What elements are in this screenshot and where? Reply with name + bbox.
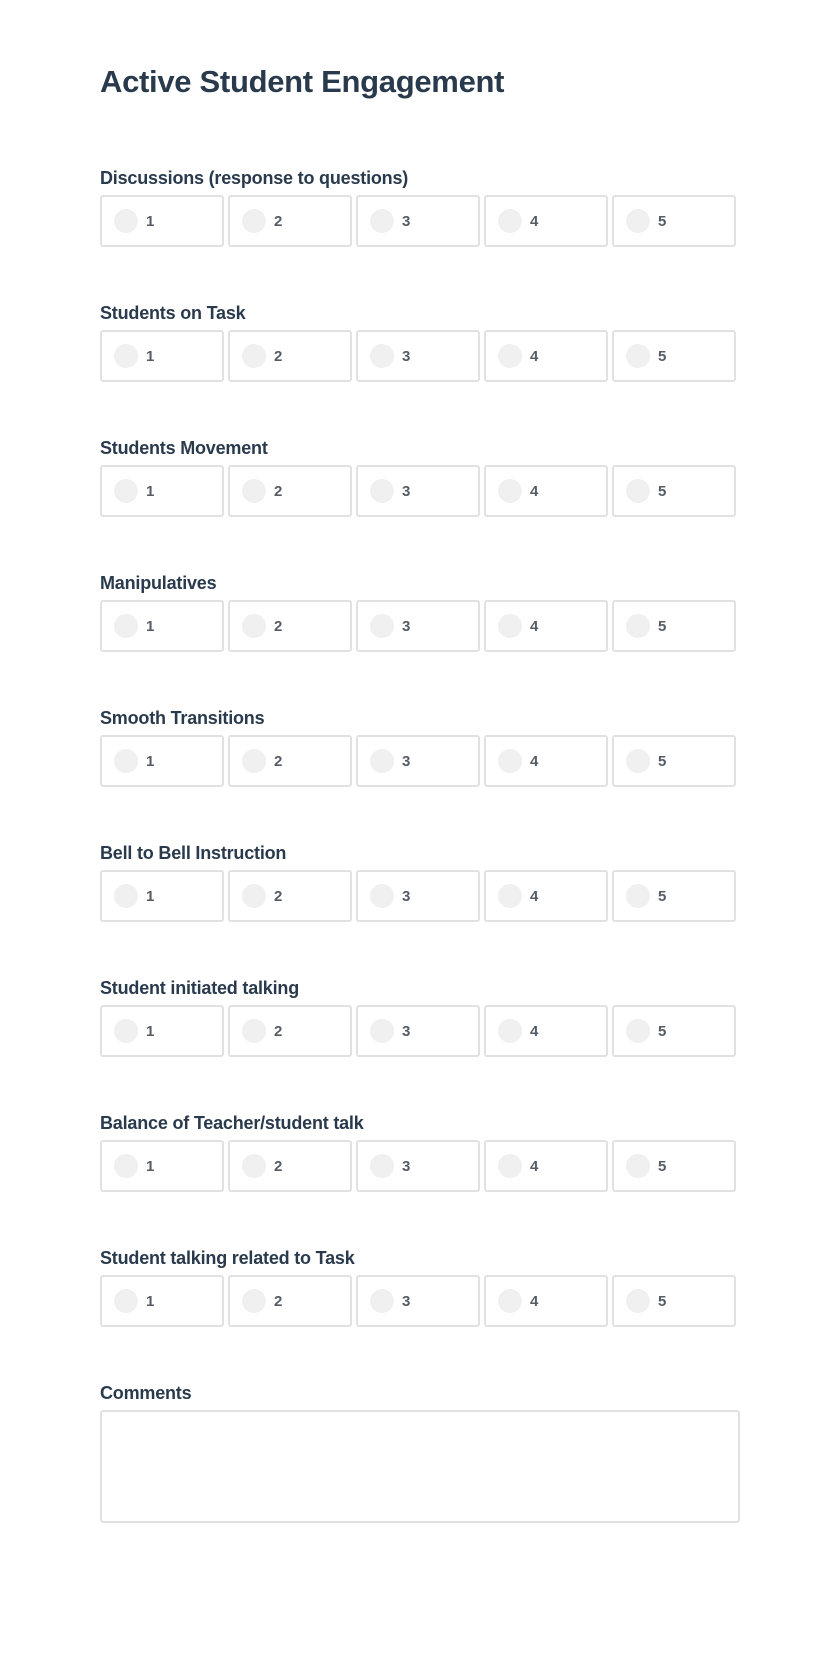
option-label: 3 [402,347,411,365]
rating-option-5[interactable] [612,1275,736,1327]
radio-icon[interactable] [626,344,650,368]
rating-option-2[interactable] [228,735,352,787]
radio-icon[interactable] [626,1154,650,1178]
radio-icon[interactable] [370,209,394,233]
radio-icon[interactable] [626,1289,650,1313]
option-label: 2 [274,1022,283,1040]
radio-icon[interactable] [498,1154,522,1178]
option-label: 1 [146,212,155,230]
rating-option-4[interactable] [484,330,608,382]
option-label: 5 [658,347,667,365]
option-label: 2 [274,752,283,770]
rating-option-4[interactable] [484,465,608,517]
option-label: 3 [402,1292,411,1310]
question-talking-related-to-task [100,1245,740,1380]
option-label: 3 [402,887,411,905]
rating-option-4[interactable] [484,1005,608,1057]
comments-section [100,1380,740,1523]
radio-icon[interactable] [370,614,394,638]
rating-option-5[interactable] [612,735,736,787]
rating-option-1[interactable] [100,735,224,787]
rating-option-1[interactable] [100,330,224,382]
rating-option-5[interactable] [612,330,736,382]
rating-option-3[interactable] [356,1140,480,1192]
rating-option-3[interactable] [356,1275,480,1327]
rating-form [100,60,740,1523]
option-label: 3 [402,752,411,770]
radio-icon[interactable] [626,209,650,233]
rating-option-1[interactable] [100,1140,224,1192]
rating-options [100,1140,740,1192]
rating-option-2[interactable] [228,1005,352,1057]
rating-option-1[interactable] [100,600,224,652]
option-label: 5 [658,752,667,770]
option-label: 3 [402,1022,411,1040]
question-list [100,165,740,1523]
radio-icon[interactable] [498,344,522,368]
radio-icon[interactable] [498,1019,522,1043]
rating-option-4[interactable] [484,870,608,922]
radio-icon[interactable] [498,1289,522,1313]
radio-icon[interactable] [114,749,138,773]
radio-icon[interactable] [114,344,138,368]
rating-option-1[interactable] [100,1275,224,1327]
option-label: 4 [530,752,539,770]
rating-option-4[interactable] [484,1140,608,1192]
rating-option-1[interactable] [100,1005,224,1057]
radio-icon[interactable] [370,344,394,368]
option-label: 4 [530,482,539,500]
option-label: 2 [274,482,283,500]
radio-icon[interactable] [114,1154,138,1178]
rating-option-1[interactable] [100,870,224,922]
rating-option-5[interactable] [612,465,736,517]
radio-icon[interactable] [242,209,266,233]
radio-icon[interactable] [370,749,394,773]
rating-options [100,195,740,247]
comments-textarea[interactable] [100,1410,740,1523]
radio-icon[interactable] [242,344,266,368]
option-label: 5 [658,212,667,230]
radio-icon[interactable] [626,614,650,638]
rating-option-2[interactable] [228,195,352,247]
option-label: 4 [530,347,539,365]
rating-option-5[interactable] [612,195,736,247]
question-bell-to-bell [100,840,740,975]
rating-option-2[interactable] [228,1275,352,1327]
option-label: 5 [658,887,667,905]
radio-icon[interactable] [626,884,650,908]
rating-options [100,735,740,787]
radio-icon[interactable] [370,1019,394,1043]
option-label: 5 [658,482,667,500]
rating-option-4[interactable] [484,1275,608,1327]
radio-icon[interactable] [370,884,394,908]
radio-icon[interactable] [114,1289,138,1313]
rating-option-2[interactable] [228,1140,352,1192]
rating-option-4[interactable] [484,195,608,247]
option-label: 4 [530,1157,539,1175]
radio-icon[interactable] [242,1019,266,1043]
rating-option-3[interactable] [356,1005,480,1057]
radio-icon[interactable] [626,479,650,503]
radio-icon[interactable] [114,614,138,638]
option-label: 2 [274,617,283,635]
question-smooth-transitions [100,705,740,840]
option-label: 4 [530,617,539,635]
option-label: 3 [402,1157,411,1175]
option-label: 1 [146,1292,155,1310]
rating-option-2[interactable] [228,600,352,652]
rating-option-3[interactable] [356,465,480,517]
radio-icon[interactable] [370,479,394,503]
radio-icon[interactable] [498,479,522,503]
comments-label: Comments [100,1383,192,1403]
radio-icon[interactable] [498,614,522,638]
option-label: 2 [274,347,283,365]
option-label: 2 [274,887,283,905]
option-label: 5 [658,1022,667,1040]
rating-option-4[interactable] [484,735,608,787]
radio-icon[interactable] [498,209,522,233]
option-label: 1 [146,1157,155,1175]
radio-icon[interactable] [242,1289,266,1313]
radio-icon[interactable] [626,1019,650,1043]
radio-icon[interactable] [498,749,522,773]
rating-option-2[interactable] [228,465,352,517]
question-manipulatives [100,570,740,705]
option-label: 3 [402,212,411,230]
option-label: 4 [530,1022,539,1040]
option-label: 5 [658,1292,667,1310]
question-label: Bell to Bell Instruction [100,843,287,863]
form-title: Active Student Engagement [100,64,505,99]
question-label: Student talking related to Task [100,1248,355,1268]
radio-icon[interactable] [626,749,650,773]
option-label: 1 [146,347,155,365]
rating-option-3[interactable] [356,735,480,787]
radio-icon[interactable] [370,1154,394,1178]
radio-icon[interactable] [114,884,138,908]
radio-icon[interactable] [498,884,522,908]
option-label: 1 [146,752,155,770]
question-balance-of-talk [100,1110,740,1245]
rating-option-1[interactable] [100,465,224,517]
question-students-on-task [100,300,740,435]
question-label: Student initiated talking [100,978,300,998]
rating-options [100,1275,740,1327]
option-label: 4 [530,887,539,905]
rating-options [100,465,740,517]
rating-option-3[interactable] [356,330,480,382]
question-students-movement [100,435,740,570]
radio-icon[interactable] [242,479,266,503]
rating-options [100,600,740,652]
option-label: 2 [274,1157,283,1175]
rating-option-3[interactable] [356,870,480,922]
option-label: 4 [530,212,539,230]
question-label: Discussions (response to questions) [100,168,409,188]
radio-icon[interactable] [114,1019,138,1043]
option-label: 3 [402,482,411,500]
question-label: Students on Task [100,303,246,323]
rating-option-5[interactable] [612,870,736,922]
option-label: 5 [658,1157,667,1175]
question-label: Manipulatives [100,573,217,593]
rating-options [100,1005,740,1057]
radio-icon[interactable] [370,1289,394,1313]
question-label: Students Movement [100,438,268,458]
rating-option-5[interactable] [612,1005,736,1057]
rating-option-4[interactable] [484,600,608,652]
option-label: 5 [658,617,667,635]
option-label: 1 [146,482,155,500]
radio-icon[interactable] [114,479,138,503]
option-label: 1 [146,617,155,635]
radio-icon[interactable] [242,614,266,638]
question-label: Balance of Teacher/student talk [100,1113,364,1133]
radio-icon[interactable] [114,209,138,233]
option-label: 3 [402,617,411,635]
rating-option-2[interactable] [228,330,352,382]
option-label: 1 [146,1022,155,1040]
rating-option-3[interactable] [356,195,480,247]
rating-options [100,330,740,382]
option-label: 2 [274,1292,283,1310]
question-discussions [100,165,740,300]
rating-option-5[interactable] [612,600,736,652]
question-label: Smooth Transitions [100,708,265,728]
rating-options [100,870,740,922]
option-label: 1 [146,887,155,905]
option-label: 4 [530,1292,539,1310]
rating-option-3[interactable] [356,600,480,652]
question-student-initiated-talking [100,975,740,1110]
rating-option-5[interactable] [612,1140,736,1192]
radio-icon[interactable] [242,1154,266,1178]
option-label: 2 [274,212,283,230]
rating-option-2[interactable] [228,870,352,922]
rating-option-1[interactable] [100,195,224,247]
radio-icon[interactable] [242,884,266,908]
radio-icon[interactable] [242,749,266,773]
